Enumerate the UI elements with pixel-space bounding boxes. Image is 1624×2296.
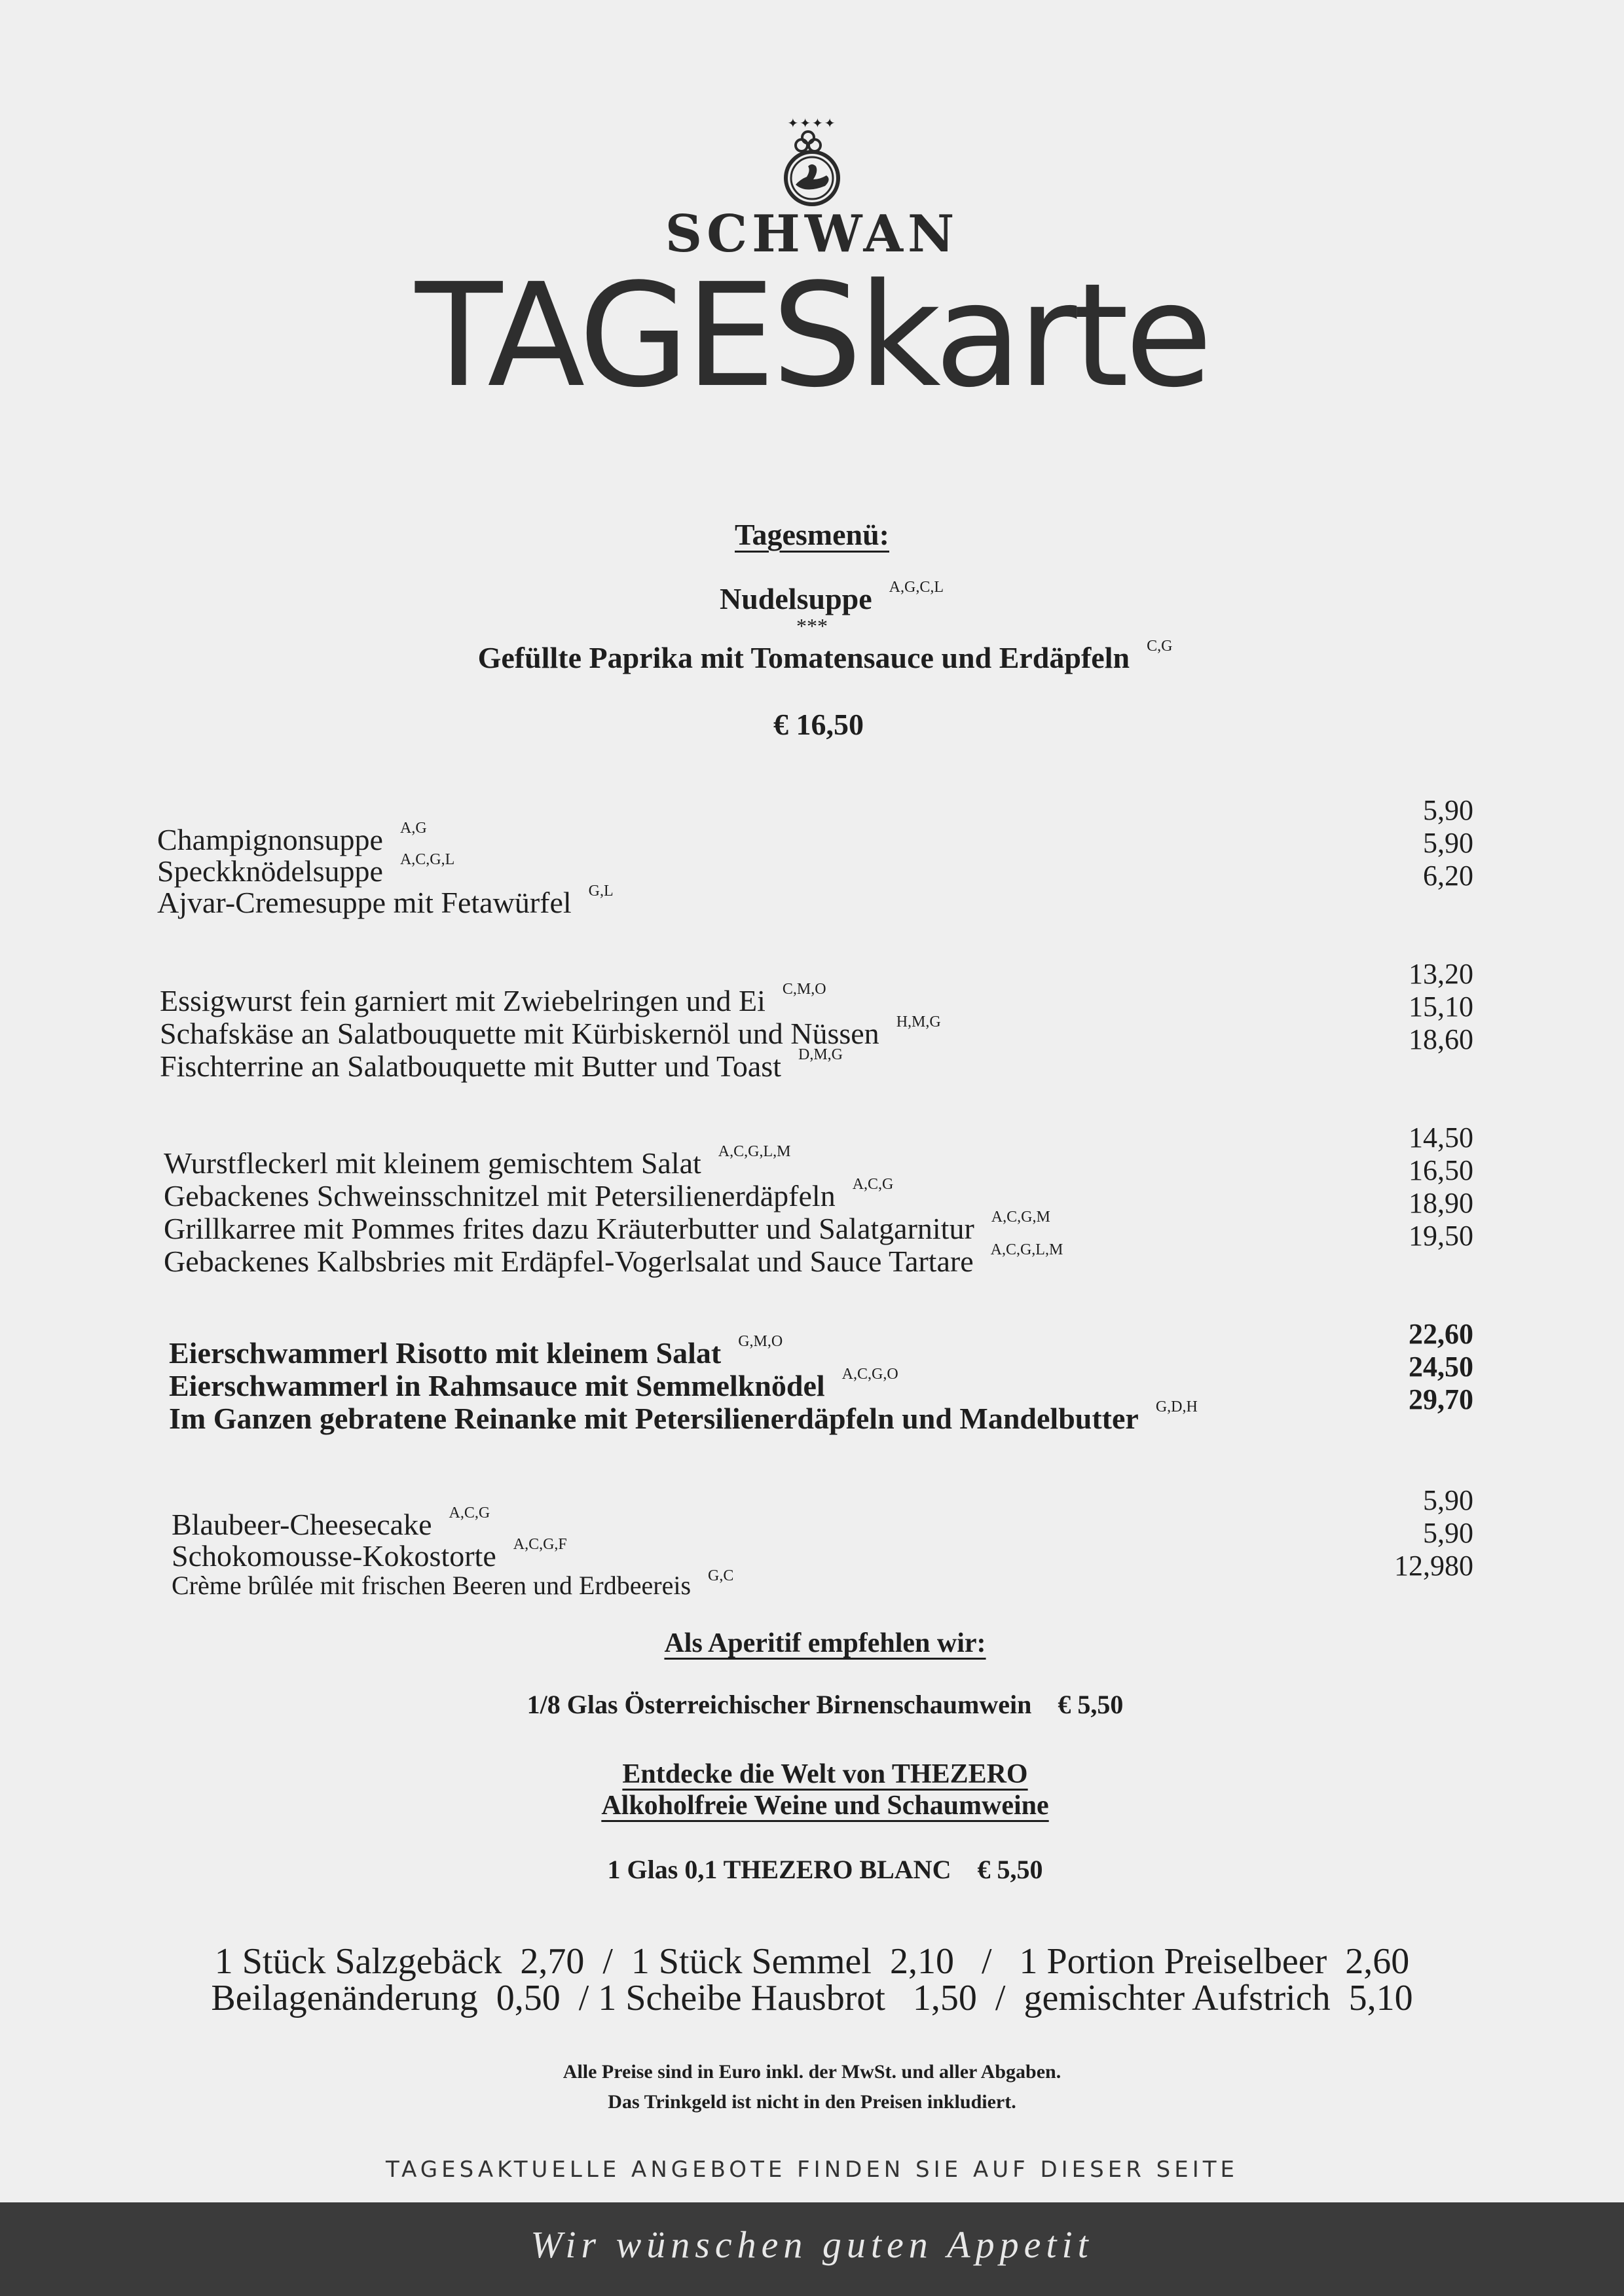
item-allergens: A,C,G,L,M [990,1241,1063,1258]
item-name: Gebackenes Kalbsbries mit Erdäpfel-Vogerlsalat und Sauce Tartare [164,1245,974,1278]
item-price: 22,60 [1409,1318,1473,1350]
list-item [157,822,427,857]
thezero-price: € 5,50 [977,1855,1043,1884]
list-item [160,983,826,1018]
item-allergens: H,M,G [896,1013,941,1030]
item-name: Fischterrine an Salatbouquette mit Butter und Toast [160,1049,781,1083]
item-name: Ajvar-Cremesuppe mit Fetawürfel [157,886,572,919]
item-allergens: C,M,O [782,981,826,998]
item-allergens: A,C,G [852,1176,894,1193]
price-note-2: Das Trinkgeld ist nicht in den Preisen inkludiert. [608,2091,1016,2113]
item-allergens: A,C,G,L,M [718,1143,791,1160]
thezero-heading-1: Entdecke die Welt von THEZERO [622,1759,1028,1789]
item-name: Wurstfleckerl mit kleinem gemischtem Salat [164,1146,701,1180]
item-name: Schokomousse-Kokostorte [172,1539,496,1573]
list-item [164,1178,893,1213]
item-allergens: G,C [708,1567,734,1584]
item-allergens: A,C,G,L [399,851,455,868]
item-price: 12,980 [1394,1550,1473,1582]
aperitif-heading: Als Aperitif empfehlen wir: [664,1628,986,1658]
list-item [160,1046,843,1084]
aperitif-line [0,1689,1624,1720]
item-allergens: G,M,O [738,1333,783,1350]
item-price: 5,90 [1423,794,1473,826]
item-price: 6,20 [1423,860,1473,892]
extras-line-1: 1 Stück Salzgebäck 2,70 / 1 Stück Semmel 2,10 / 1 Portion Preiselbeer 2,60 [214,1941,1410,1982]
item-name: Essigwurst fein garniert mit Zwiebelringen und Ei [160,984,766,1017]
list-item [164,1211,1050,1246]
tagesmenu-main-allergens: C,G [1147,638,1173,655]
item-price: 18,60 [1409,1023,1473,1055]
aperitif-item: 1/8 Glas Österreichischer Birnenschaumwein [526,1690,1032,1719]
tagesmenu-soup-name: Nudelsuppe [720,582,872,615]
item-price: 18,90 [1409,1187,1473,1219]
item-name: Blaubeer-Cheesecake [172,1508,432,1541]
tagesmenu-soup-allergens: A,G,C,L [889,579,944,596]
title-part-2: karte [858,253,1209,419]
list-item [157,885,614,920]
thezero-item: 1 Glas 0,1 THEZERO BLANC [607,1855,951,1884]
tagesmenu-main [0,640,1624,675]
item-allergens: A,G [399,820,427,837]
item-allergens: D,M,G [798,1046,843,1063]
item-name: Eierschwammerl in Rahmsauce mit Semmelknödel [169,1369,825,1402]
title-part-1: TAGES [415,253,858,419]
item-name: Eierschwammerl Risotto mit kleinem Salat [169,1336,722,1370]
item-name: Champignonsuppe [157,823,383,856]
item-price: 14,50 [1409,1121,1473,1154]
tagesmenu-separator: *** [796,614,828,638]
list-item [172,1504,490,1542]
item-price: 19,50 [1409,1220,1473,1252]
item-price: 5,90 [1423,1484,1473,1516]
item-name: Crème brûlée mit frischen Beeren und Erdbeereis [172,1571,692,1600]
item-name: Im Ganzen gebratene Reinanke mit Petersilienerdäpfeln und Mandelbutter [169,1402,1139,1435]
aperitif-price: € 5,50 [1058,1690,1124,1719]
item-allergens: A,C,G,F [513,1536,567,1553]
list-item [169,1398,1198,1436]
item-price: 15,10 [1409,991,1473,1023]
footer-text: TAGESAKTUELLE ANGEBOTE FINDEN SIE AUF DIESER SEITE [386,2157,1238,2183]
item-allergens: A,C,G,O [841,1366,898,1383]
item-price: 29,70 [1409,1383,1473,1415]
item-price: 13,20 [1409,958,1473,990]
item-allergens: G,L [588,883,614,900]
list-item [172,1536,567,1573]
brand-name: SCHWAN [665,204,959,264]
thezero-line [0,1854,1624,1885]
item-price: 5,90 [1423,1517,1473,1549]
swan-logo-icon [773,111,851,210]
item-price: 5,90 [1423,827,1473,859]
item-name: Grillkarree mit Pommes frites dazu Kräuterbutter und Salatgarnitur [164,1212,974,1245]
list-item [164,1143,791,1180]
item-allergens: A,C,G [449,1504,490,1522]
item-allergens: A,C,G,M [991,1209,1050,1226]
list-item [169,1368,898,1403]
item-name: Speckknödelsuppe [157,854,383,888]
footer-bar-text: Wir wünschen guten Appetit [530,2223,1094,2266]
tagesmenu-soup [0,581,1624,616]
item-name: Gebackenes Schweinsschnitzel mit Petersilienerdäpfeln [164,1179,836,1212]
item-allergens: G,D,H [1155,1398,1198,1415]
extras-line-2: Beilagenänderung 0,50 / 1 Scheibe Hausbrot 1,50 / gemischter Aufstrich 5,10 [211,1978,1413,2018]
logo-stars: ✦✦✦✦ [787,117,837,131]
item-name: Schafskäse an Salatbouquette mit Kürbiskernöl und Nüssen [160,1017,879,1050]
list-item [157,851,455,888]
tagesmenu-main-name: Gefüllte Paprika mit Tomatensauce und Erdäpfeln [477,641,1130,674]
item-price: 16,50 [1409,1154,1473,1186]
thezero-heading-2: Alkoholfreie Weine und Schaumweine [601,1791,1049,1821]
page-title [0,253,1624,419]
list-item [164,1241,1063,1279]
tagesmenu-heading: Tagesmenü: [735,518,889,551]
tagesmenu-price: € 16,50 [773,708,864,741]
list-item [172,1567,734,1601]
price-note-1: Alle Preise sind in Euro inkl. der MwSt. und aller Abgaben. [563,2061,1061,2083]
item-price: 24,50 [1409,1351,1473,1383]
list-item [169,1333,783,1370]
